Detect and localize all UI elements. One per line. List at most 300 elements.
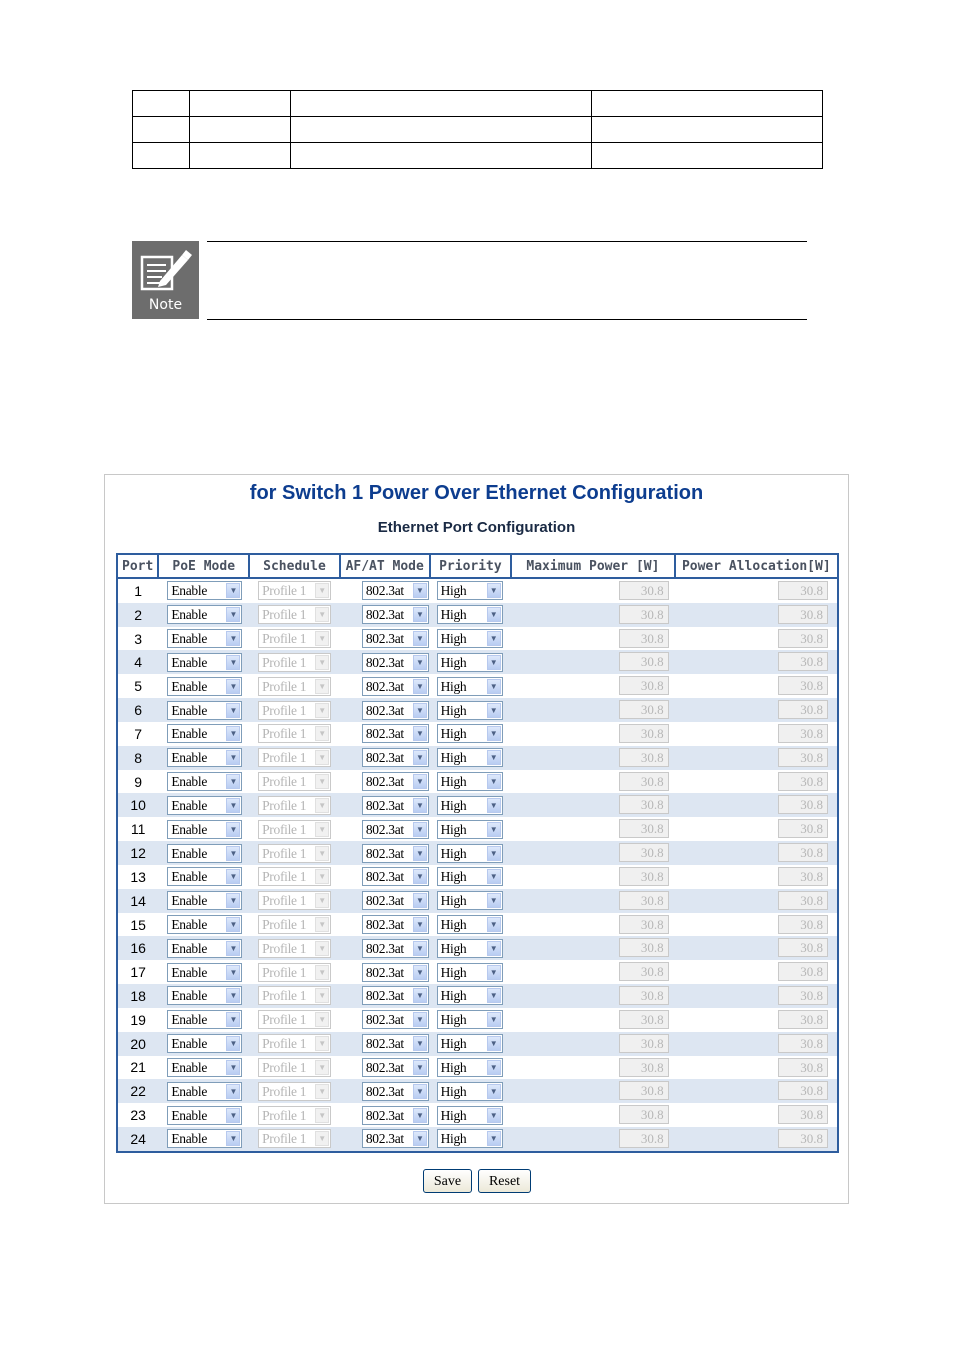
chevron-down-icon: ▼	[226, 1036, 240, 1051]
chevron-down-icon: ▼	[413, 583, 427, 598]
note-divider	[207, 241, 807, 242]
poe-mode-select[interactable]	[167, 581, 242, 600]
schedule-select	[258, 653, 331, 672]
priority-value: High	[440, 678, 467, 694]
chevron-down-icon: ▼	[413, 655, 427, 670]
schedule-select	[258, 677, 331, 696]
priority-value: High	[440, 964, 467, 980]
maximum-power-field: 30.8	[619, 1010, 669, 1029]
af-at-mode-value: 802.3at	[365, 1012, 404, 1028]
chevron-down-icon: ▼	[413, 774, 427, 789]
priority-select[interactable]	[437, 1129, 503, 1148]
poe-mode-select[interactable]	[167, 629, 242, 648]
poe-mode-select[interactable]	[167, 915, 242, 934]
chevron-down-icon: ▼	[226, 631, 240, 646]
priority-select[interactable]	[437, 772, 503, 791]
af-at-mode-select[interactable]	[362, 581, 429, 600]
maximum-power-field: 30.8	[619, 1058, 669, 1077]
poe-mode-select[interactable]	[167, 820, 242, 839]
poe-mode-select[interactable]	[167, 772, 242, 791]
poe-mode-value: Enable	[171, 869, 208, 885]
chevron-down-icon: ▼	[226, 750, 240, 765]
af-at-mode-value: 802.3at	[365, 964, 404, 980]
chevron-down-icon: ▼	[487, 846, 501, 861]
table-header-row	[117, 554, 838, 578]
chevron-down-icon: ▼	[315, 988, 329, 1003]
priority-select[interactable]	[437, 1058, 503, 1077]
poe-mode-select[interactable]	[167, 844, 242, 863]
priority-select[interactable]	[437, 963, 503, 982]
poe-mode-select[interactable]	[167, 1129, 242, 1148]
schedule-value: Profile 1	[262, 654, 307, 670]
chevron-down-icon: ▼	[226, 893, 240, 908]
table-row	[133, 143, 823, 169]
power-allocation-field: 30.8	[778, 581, 828, 600]
chevron-down-icon: ▼	[487, 988, 501, 1003]
priority-value: High	[440, 750, 467, 766]
af-at-mode-select[interactable]	[362, 629, 429, 648]
chevron-down-icon: ▼	[315, 846, 329, 861]
maximum-power-field: 30.8	[619, 748, 669, 767]
priority-value: High	[440, 893, 467, 909]
af-at-mode-select[interactable]	[362, 772, 429, 791]
schedule-value: Profile 1	[262, 821, 307, 837]
poe-mode-select[interactable]	[167, 796, 242, 815]
poe-mode-select[interactable]	[167, 1010, 242, 1029]
chevron-down-icon: ▼	[487, 679, 501, 694]
poe-mode-value: Enable	[171, 940, 208, 956]
chevron-down-icon: ▼	[315, 965, 329, 980]
chevron-down-icon: ▼	[315, 631, 329, 646]
chevron-down-icon: ▼	[226, 941, 240, 956]
table-row	[117, 722, 838, 746]
priority-value: High	[440, 845, 467, 861]
poe-mode-value: Enable	[171, 726, 208, 742]
priority-select[interactable]	[437, 891, 503, 910]
maximum-power-field: 30.8	[619, 915, 669, 934]
chevron-down-icon: ▼	[315, 869, 329, 884]
poe-mode-select[interactable]	[167, 891, 242, 910]
note-divider	[207, 319, 807, 320]
power-allocation-field: 30.8	[778, 867, 828, 886]
schedule-select	[258, 986, 331, 1005]
priority-select[interactable]	[437, 581, 503, 600]
chevron-down-icon: ▼	[413, 798, 427, 813]
port-number: 24	[117, 1127, 158, 1152]
af-at-mode-value: 802.3at	[365, 1083, 404, 1099]
af-at-mode-value: 802.3at	[365, 940, 404, 956]
chevron-down-icon: ▼	[226, 703, 240, 718]
chevron-down-icon: ▼	[487, 607, 501, 622]
table-row	[117, 793, 838, 817]
chevron-down-icon: ▼	[315, 893, 329, 908]
af-at-mode-select[interactable]	[362, 605, 429, 624]
af-at-mode-select[interactable]	[362, 701, 429, 720]
maximum-power-field: 30.8	[619, 700, 669, 719]
af-at-mode-select[interactable]	[362, 891, 429, 910]
port-config-table	[116, 553, 839, 1153]
chevron-down-icon: ▼	[487, 750, 501, 765]
schedule-value: Profile 1	[262, 869, 307, 885]
chevron-down-icon: ▼	[315, 1060, 329, 1075]
save-button[interactable]: Save	[423, 1169, 472, 1193]
priority-value: High	[440, 917, 467, 932]
chevron-down-icon: ▼	[226, 655, 240, 670]
chevron-down-icon: ▼	[315, 1012, 329, 1027]
schedule-select	[258, 1058, 331, 1077]
chevron-down-icon: ▼	[226, 726, 240, 741]
poe-mode-value: Enable	[171, 964, 208, 980]
poe-mode-select[interactable]	[167, 605, 242, 624]
schedule-select	[258, 605, 331, 624]
schedule-select	[258, 1010, 331, 1029]
poe-mode-value: Enable	[171, 1107, 208, 1123]
af-at-mode-value: 802.3at	[365, 607, 404, 623]
chevron-down-icon: ▼	[315, 1084, 329, 1099]
port-number: 3	[117, 627, 158, 651]
port-number: 1	[117, 578, 158, 603]
power-allocation-field: 30.8	[778, 915, 828, 934]
af-at-mode-select[interactable]	[362, 939, 429, 958]
poe-mode-value: Enable	[171, 678, 208, 694]
af-at-mode-select[interactable]	[362, 1034, 429, 1053]
schedule-value: Profile 1	[262, 750, 307, 766]
schedule-value: Profile 1	[262, 1131, 307, 1147]
maximum-power-field: 30.8	[619, 676, 669, 695]
schedule-select	[258, 867, 331, 886]
chevron-down-icon: ▼	[315, 703, 329, 718]
chevron-down-icon: ▼	[226, 869, 240, 884]
chevron-down-icon: ▼	[487, 1131, 501, 1146]
schedule-select	[258, 939, 331, 958]
table-row	[133, 91, 823, 117]
poe-mode-select[interactable]	[167, 1058, 242, 1077]
af-at-mode-value: 802.3at	[365, 583, 404, 599]
chevron-down-icon: ▼	[315, 655, 329, 670]
table-row	[117, 936, 838, 960]
priority-value: High	[440, 607, 467, 623]
priority-value: High	[440, 1036, 467, 1052]
priority-value: High	[440, 631, 467, 647]
af-at-mode-value: 802.3at	[365, 1059, 404, 1075]
note-pen-icon	[138, 247, 194, 295]
priority-select[interactable]	[437, 677, 503, 696]
maximum-power-field: 30.8	[619, 581, 669, 600]
chevron-down-icon: ▼	[226, 583, 240, 598]
chevron-down-icon: ▼	[315, 941, 329, 956]
priority-select[interactable]	[437, 986, 503, 1005]
af-at-mode-select[interactable]	[362, 963, 429, 982]
af-at-mode-select[interactable]	[362, 820, 429, 839]
poe-mode-select[interactable]	[167, 1034, 242, 1053]
table-row	[117, 674, 838, 698]
af-at-mode-select[interactable]	[362, 867, 429, 886]
chevron-down-icon: ▼	[226, 798, 240, 813]
reset-button[interactable]: Reset	[478, 1169, 531, 1193]
maximum-power-field: 30.8	[619, 819, 669, 838]
priority-select[interactable]	[437, 1010, 503, 1029]
schedule-select	[258, 1106, 331, 1125]
power-allocation-field: 30.8	[778, 891, 828, 910]
power-allocation-field: 30.8	[778, 795, 828, 814]
table-row	[117, 578, 838, 603]
poe-mode-select[interactable]	[167, 748, 242, 767]
column-header-power-allocation: Power Allocation[W]	[675, 554, 838, 578]
chevron-down-icon: ▼	[413, 965, 427, 980]
priority-select[interactable]	[437, 1034, 503, 1053]
poe-mode-value: Enable	[171, 1012, 208, 1028]
section-title: Ethernet Port Configuration	[377, 519, 576, 536]
maximum-power-field: 30.8	[619, 1105, 669, 1124]
af-at-mode-value: 802.3at	[365, 774, 404, 790]
poe-mode-value: Enable	[171, 845, 208, 861]
poe-mode-select[interactable]	[167, 1082, 242, 1101]
schedule-value: Profile 1	[262, 702, 307, 718]
priority-select[interactable]	[437, 701, 503, 720]
af-at-mode-select[interactable]	[362, 1058, 429, 1077]
maximum-power-field: 30.8	[619, 867, 669, 886]
priority-select[interactable]	[437, 605, 503, 624]
schedule-select	[258, 820, 331, 839]
maximum-power-field: 30.8	[619, 962, 669, 981]
chevron-down-icon: ▼	[487, 893, 501, 908]
af-at-mode-select[interactable]	[362, 1082, 429, 1101]
power-allocation-field: 30.8	[778, 986, 828, 1005]
priority-select[interactable]	[437, 820, 503, 839]
power-allocation-field: 30.8	[778, 605, 828, 624]
port-number: 15	[117, 913, 158, 937]
table-row	[117, 865, 838, 889]
af-at-mode-select[interactable]	[362, 748, 429, 767]
power-allocation-field: 30.8	[778, 772, 828, 791]
priority-value: High	[440, 583, 467, 599]
schedule-value: Profile 1	[262, 583, 307, 599]
power-allocation-field: 30.8	[778, 819, 828, 838]
maximum-power-field: 30.8	[619, 938, 669, 957]
chevron-down-icon: ▼	[413, 1108, 427, 1123]
schedule-value: Profile 1	[262, 1107, 307, 1123]
chevron-down-icon: ▼	[413, 750, 427, 765]
port-number: 19	[117, 1008, 158, 1032]
schedule-value: Profile 1	[262, 678, 307, 694]
port-number: 9	[117, 770, 158, 794]
column-header-schedule: Schedule	[249, 554, 340, 578]
chevron-down-icon: ▼	[487, 726, 501, 741]
poe-mode-select[interactable]	[167, 986, 242, 1005]
chevron-down-icon: ▼	[315, 798, 329, 813]
poe-mode-select[interactable]	[167, 677, 242, 696]
schedule-select	[258, 724, 331, 743]
chevron-down-icon: ▼	[487, 1060, 501, 1075]
chevron-down-icon: ▼	[487, 1012, 501, 1027]
poe-mode-select[interactable]	[167, 939, 242, 958]
table-row	[117, 1056, 838, 1080]
priority-select[interactable]	[437, 748, 503, 767]
priority-select[interactable]	[437, 796, 503, 815]
af-at-mode-select[interactable]	[362, 653, 429, 672]
priority-value: High	[440, 654, 467, 670]
priority-select[interactable]	[437, 724, 503, 743]
chevron-down-icon: ▼	[315, 917, 329, 932]
table-row	[117, 817, 838, 841]
priority-value: High	[440, 940, 467, 956]
table-row	[117, 770, 838, 794]
priority-select[interactable]	[437, 939, 503, 958]
chevron-down-icon: ▼	[226, 679, 240, 694]
chevron-down-icon: ▼	[413, 988, 427, 1003]
af-at-mode-select[interactable]	[362, 796, 429, 815]
port-number: 8	[117, 746, 158, 770]
chevron-down-icon: ▼	[315, 1108, 329, 1123]
power-allocation-field: 30.8	[778, 700, 828, 719]
maximum-power-field: 30.8	[619, 986, 669, 1005]
power-allocation-field: 30.8	[778, 962, 828, 981]
poe-mode-value: Enable	[171, 774, 208, 790]
table-row	[117, 1103, 838, 1127]
chevron-down-icon: ▼	[226, 774, 240, 789]
priority-value: High	[440, 988, 467, 1004]
af-at-mode-select[interactable]	[362, 1129, 429, 1148]
schedule-value: Profile 1	[262, 893, 307, 909]
chevron-down-icon: ▼	[315, 583, 329, 598]
chevron-down-icon: ▼	[413, 726, 427, 741]
maximum-power-field: 30.8	[619, 843, 669, 862]
chevron-down-icon: ▼	[487, 774, 501, 789]
note-label: Note	[148, 297, 183, 313]
maximum-power-field: 30.8	[619, 1129, 669, 1148]
priority-value: High	[440, 1107, 467, 1123]
column-header-priority: Priority	[430, 554, 512, 578]
chevron-down-icon: ▼	[226, 1108, 240, 1123]
power-allocation-field: 30.8	[778, 1034, 828, 1053]
maximum-power-field: 30.8	[619, 772, 669, 791]
schedule-select	[258, 1082, 331, 1101]
maximum-power-field: 30.8	[619, 652, 669, 671]
poe-mode-select[interactable]	[167, 724, 242, 743]
af-at-mode-value: 802.3at	[365, 631, 404, 647]
column-header-port: Port	[117, 554, 158, 578]
schedule-select	[258, 1034, 331, 1053]
table-row	[117, 603, 838, 627]
priority-value: High	[440, 702, 467, 718]
poe-mode-value: Enable	[171, 631, 208, 647]
chevron-down-icon: ▼	[487, 941, 501, 956]
priority-select[interactable]	[437, 653, 503, 672]
poe-mode-select[interactable]	[167, 963, 242, 982]
schedule-select	[258, 891, 331, 910]
af-at-mode-select[interactable]	[362, 1010, 429, 1029]
priority-value: High	[440, 821, 467, 837]
af-at-mode-select[interactable]	[362, 844, 429, 863]
chevron-down-icon: ▼	[487, 798, 501, 813]
priority-value: High	[440, 1083, 467, 1099]
schedule-value: Profile 1	[262, 774, 307, 790]
port-number: 7	[117, 722, 158, 746]
power-allocation-field: 30.8	[778, 1129, 828, 1148]
chevron-down-icon: ▼	[226, 917, 240, 932]
schedule-value: Profile 1	[262, 988, 307, 1004]
af-at-mode-select[interactable]	[362, 677, 429, 696]
poe-mode-value: Enable	[171, 750, 208, 766]
priority-select[interactable]	[437, 1082, 503, 1101]
chevron-down-icon: ▼	[413, 1060, 427, 1075]
af-at-mode-value: 802.3at	[365, 1036, 404, 1052]
power-allocation-field: 30.8	[778, 748, 828, 767]
chevron-down-icon: ▼	[413, 822, 427, 837]
poe-mode-value: Enable	[171, 1083, 208, 1099]
table-row	[117, 746, 838, 770]
poe-mode-value: Enable	[171, 1131, 208, 1147]
chevron-down-icon: ▼	[315, 750, 329, 765]
chevron-down-icon: ▼	[315, 607, 329, 622]
chevron-down-icon: ▼	[315, 1131, 329, 1146]
priority-select[interactable]	[437, 844, 503, 863]
chevron-down-icon: ▼	[226, 1131, 240, 1146]
power-allocation-field: 30.8	[778, 676, 828, 695]
chevron-down-icon: ▼	[226, 965, 240, 980]
power-allocation-field: 30.8	[778, 1081, 828, 1100]
maximum-power-field: 30.8	[619, 891, 669, 910]
power-allocation-field: 30.8	[778, 1010, 828, 1029]
table-row	[117, 984, 838, 1008]
af-at-mode-select[interactable]	[362, 724, 429, 743]
chevron-down-icon: ▼	[413, 917, 427, 932]
poe-mode-value: Enable	[171, 797, 208, 813]
af-at-mode-select[interactable]	[362, 1106, 429, 1125]
poe-mode-value: Enable	[171, 1036, 208, 1052]
power-allocation-field: 30.8	[778, 652, 828, 671]
schedule-select	[258, 963, 331, 982]
poe-mode-select[interactable]	[167, 867, 242, 886]
chevron-down-icon: ▼	[413, 1012, 427, 1027]
schedule-value: Profile 1	[262, 1059, 307, 1075]
power-allocation-field: 30.8	[778, 1105, 828, 1124]
chevron-down-icon: ▼	[487, 703, 501, 718]
af-at-mode-select[interactable]	[362, 915, 429, 934]
priority-select[interactable]	[437, 915, 503, 934]
port-number: 10	[117, 793, 158, 817]
chevron-down-icon: ▼	[487, 1036, 501, 1051]
schedule-select	[258, 844, 331, 863]
priority-select[interactable]	[437, 1106, 503, 1125]
af-at-mode-select[interactable]	[362, 986, 429, 1005]
schedule-value: Profile 1	[262, 1036, 307, 1052]
af-at-mode-value: 802.3at	[365, 654, 404, 670]
column-header-af-at-mode: AF/AT Mode	[340, 554, 430, 578]
af-at-mode-value: 802.3at	[365, 750, 404, 766]
power-allocation-field: 30.8	[778, 1058, 828, 1077]
poe-mode-select[interactable]	[167, 701, 242, 720]
poe-config-panel	[104, 474, 849, 1204]
af-at-mode-value: 802.3at	[365, 702, 404, 718]
priority-select[interactable]	[437, 867, 503, 886]
priority-value: High	[440, 1131, 467, 1147]
power-allocation-field: 30.8	[778, 724, 828, 743]
poe-mode-value: Enable	[171, 654, 208, 670]
priority-select[interactable]	[437, 629, 503, 648]
table-row	[117, 889, 838, 913]
schedule-select	[258, 796, 331, 815]
column-header-poe-mode: PoE Mode	[158, 554, 249, 578]
poe-mode-select[interactable]	[167, 1106, 242, 1125]
maximum-power-field: 30.8	[619, 605, 669, 624]
poe-mode-select[interactable]	[167, 653, 242, 672]
af-at-mode-value: 802.3at	[365, 1131, 404, 1147]
chevron-down-icon: ▼	[487, 1108, 501, 1123]
port-number: 16	[117, 936, 158, 960]
port-number: 18	[117, 984, 158, 1008]
power-allocation-field: 30.8	[778, 938, 828, 957]
